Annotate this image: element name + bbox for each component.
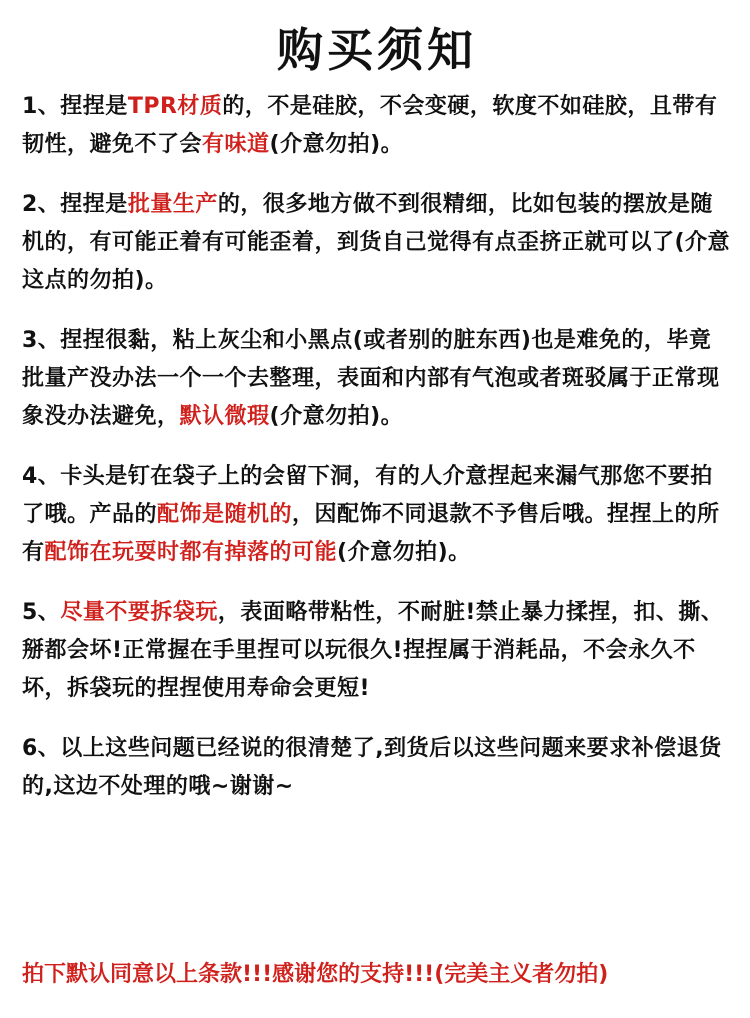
- rule-4-text: 4、卡头是钉在袋子上的会留下洞，有的人介意捏起来漏气那您不要拍了哦。产品的: [22, 464, 713, 527]
- rule-1: [22, 88, 732, 164]
- rule-3-text: 3、捏捏很黏，粘上灰尘和小黑点(或者别的脏东西)也是难免的，毕竟批量产没办法一个一个去整理，表面和内部有气泡或者斑驳属于正常现象没办法避免，: [22, 328, 720, 429]
- rule-2: [22, 186, 732, 300]
- rule-5-highlight-unbag: 尽量不要拆袋玩: [60, 600, 218, 625]
- rule-4: [22, 458, 732, 572]
- rule-3-highlight-flaw: 默认微瑕: [179, 404, 270, 429]
- rule-6: [22, 730, 732, 806]
- rule-2-text: 的，很多地方做不到很精细，比如包装的摆放是随机的，有可能正着有可能歪着，到货自己觉得有点歪挤正就可以了(介意这点的勿拍)。: [22, 192, 731, 293]
- rule-4-highlight-falloff: 配饰在玩耍时都有掉落的可能: [44, 540, 338, 565]
- rule-5-text: ，表面略带粘性，不耐脏!禁止暴力揉捏，扣、撕、掰都会坏!正常握在手里捏可以玩很久!捏捏属于消耗品，不会永久不坏，拆袋玩的捏捏使用寿命会更短!: [22, 600, 724, 701]
- rule-5: [22, 594, 732, 708]
- rule-1-text: (介意勿拍)。: [269, 132, 404, 157]
- page-title: 购买须知: [277, 23, 477, 77]
- rule-1-text: 的，不是硅胶，不会变硬，软度不如硅胶，且带有韧性，避免不了会: [22, 94, 718, 157]
- footer-agreement: 拍下默认同意以上条款!!!感谢您的支持!!!(完美主义者勿拍): [22, 962, 609, 987]
- rule-2-highlight-batch: 批量生产: [127, 192, 218, 217]
- rule-5-text: 5、: [22, 600, 61, 625]
- rule-4-highlight-random: 配饰是随机的: [157, 502, 293, 527]
- rule-2-text: 2、捏捏是: [22, 192, 128, 217]
- rule-6-text: 6、以上这些问题已经说的很清楚了,到货后以这些问题来要求补偿退货的,这边不处理的哦~谢谢~: [22, 736, 722, 799]
- rule-4-text: ，因配饰不同退款不予售后哦。捏捏上的所有: [22, 502, 720, 565]
- rule-1-highlight-material: TPR材质: [127, 94, 223, 119]
- rule-4-text: (介意勿拍)。: [337, 540, 471, 565]
- rule-3-text: (介意勿拍)。: [269, 404, 404, 429]
- rule-3: [22, 322, 732, 436]
- rule-1-text: 1、捏捏是: [22, 94, 128, 119]
- rule-1-highlight-smell: 有味道: [202, 132, 270, 157]
